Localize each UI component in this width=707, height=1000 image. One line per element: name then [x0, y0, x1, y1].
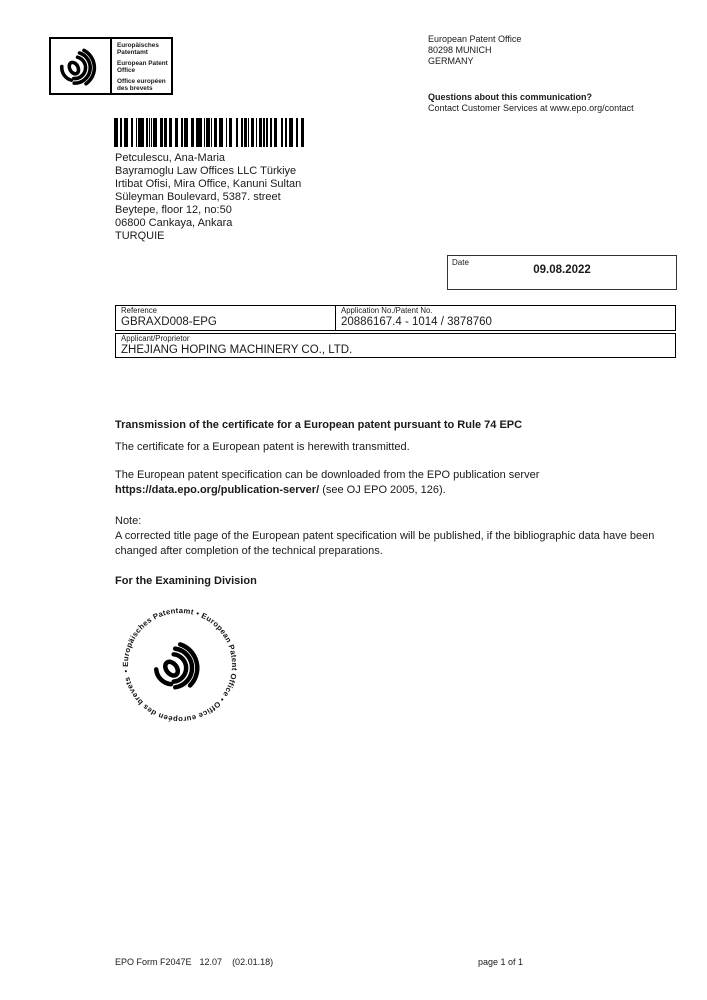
date-value: 09.08.2022	[533, 264, 591, 276]
epo-name-languages	[112, 39, 171, 93]
footer-form-name: EPO Form F2047E	[115, 957, 192, 967]
questions-contact-text: Contact Customer Services at www.epo.org/contact	[428, 103, 634, 114]
epo-name-fr: Office européen des brevets	[117, 77, 166, 93]
recipient-address-line: 06800 Cankaya, Ankara	[115, 216, 233, 229]
note-block	[115, 514, 687, 559]
application-number-label: Application No./Patent No.	[341, 306, 433, 315]
reference-row	[115, 305, 676, 331]
applicant-value: ZHEJIANG HOPING MACHINERY CO., LTD.	[121, 343, 353, 356]
epo-seal	[112, 597, 248, 733]
epo-name-de: Europäisches Patentamt	[117, 42, 159, 57]
epo-name-en: European Patent Office	[117, 59, 168, 75]
epo-letterhead-box	[49, 37, 173, 95]
signoff-line: For the Examining Division	[115, 575, 257, 587]
office-address	[428, 34, 521, 67]
publication-server-url: https://data.epo.org/publication-server/	[115, 483, 320, 496]
recipient-address-line: TURQUIE	[115, 229, 165, 242]
reference-label: Reference	[121, 306, 157, 315]
body-paragraph-1: The certificate for a European patent is herewith transmitted.	[115, 441, 410, 453]
footer-form-revision: (02.01.18)	[232, 957, 274, 967]
reference-table	[115, 305, 676, 358]
date-label: Date	[452, 258, 469, 267]
recipient-address-line: Petculescu, Ana-Maria	[115, 152, 226, 164]
recipient-address	[115, 152, 301, 243]
application-number-value: 20886167.4 - 1014 / 3878760	[341, 315, 492, 328]
reference-value: GBRAXD008-EPG	[121, 315, 217, 328]
note-text: A corrected title page of the European patent specification will be published, if the bibliographic data have been changed after completion of the technical preparations.	[115, 529, 655, 557]
recipient-address-line: Süleyman Boulevard, 5387. street	[115, 190, 281, 203]
recipient-address-line: Beytepe, floor 12, no:50	[115, 203, 232, 216]
application-number-cell	[336, 306, 675, 330]
questions-block	[428, 92, 634, 114]
footer-page-number: page 1 of 1	[478, 957, 524, 967]
footer-form-version: 12.07	[199, 957, 223, 967]
svg-text:• Europäisches Patentamt • Eur	[113, 598, 246, 731]
questions-heading: Questions about this communication?	[428, 92, 593, 102]
epo-spiral-icon	[58, 45, 104, 87]
recipient-address-line: Bayramoglu Law Offices LLC Türkiye	[115, 164, 297, 177]
subject-line: Transmission of the certificate for a European patent pursuant to Rule 74 EPC	[115, 419, 523, 431]
recipient-address-line: Irtibat Ofisi, Mira Office, Kanuni Sultan	[115, 177, 302, 190]
seal-ring-text: • Europäisches Patentamt • European Patent Office • Office européen des brevets	[120, 605, 240, 725]
office-address-line: GERMANY	[428, 56, 474, 67]
body-paragraph-2-text: The European patent specification can be downloaded from the EPO publication server	[115, 469, 540, 481]
epo-seal-icon	[112, 597, 248, 733]
barcode	[114, 118, 304, 147]
note-label: Note:	[115, 515, 142, 527]
body-paragraph-2-rest: (see OJ EPO 2005, 126).	[319, 483, 446, 496]
reference-cell	[116, 306, 336, 330]
applicant-label: Applicant/Proprietor	[121, 334, 190, 343]
office-address-line: 80298 MUNICH	[428, 45, 492, 56]
office-address-line: European Patent Office	[428, 34, 522, 44]
body-paragraph-2	[115, 468, 539, 498]
applicant-cell	[115, 333, 676, 358]
date-box	[447, 255, 677, 290]
footer-form-info	[115, 957, 273, 967]
epo-logo-icon	[51, 39, 112, 93]
